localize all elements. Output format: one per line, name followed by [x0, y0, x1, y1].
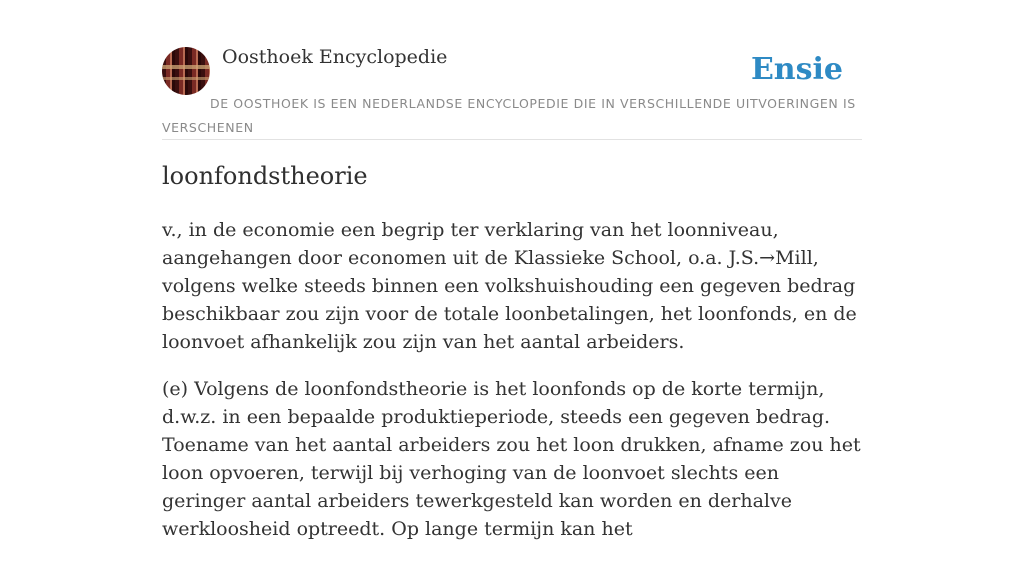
bookshelf-icon[interactable]: [162, 47, 210, 95]
header-divider: [162, 139, 862, 140]
article-title: loonfondstheorie: [162, 162, 368, 190]
article-paragraph: (e) Volgens de loonfondstheorie is het loonfonds op de korte termijn, d.w.z. in een bepaalde produktieperiode, steeds een gegeven bedrag. Toename van het aantal arbeiders zou het loon drukken, afname zou het loon opvoeren, terwijl bij verhoging van de loonvoet slechts een geringer aantal arbeiders tewerkgesteld kan worden en derhalve werkloosheid optreedt. Op lange termijn kan het: [162, 378, 861, 540]
article-paragraph: v., in de economie een begrip ter verklaring van het loonniveau, aangehangen door economen uit de Klassieke School, o.a. J.S.→Mill, volgens welke steeds binnen een volkshuishouding een gegeven bedrag beschikbaar zou zijn voor de totale loonbetalingen, het loonfonds, en de loonvoet afhankelijk zou zijn van het aantal arbeiders.: [162, 219, 857, 353]
site-tagline: DE OOSTHOEK IS EEN NEDERLANDSE ENCYCLOPEDIE DIE IN VERSCHILLENDE UITVOERINGEN IS VERSCHENEN: [162, 96, 856, 135]
site-title[interactable]: Oosthoek Encyclopedie: [222, 46, 448, 68]
article-body: [162, 216, 864, 562]
ensie-logo[interactable]: Ensie: [750, 52, 843, 87]
